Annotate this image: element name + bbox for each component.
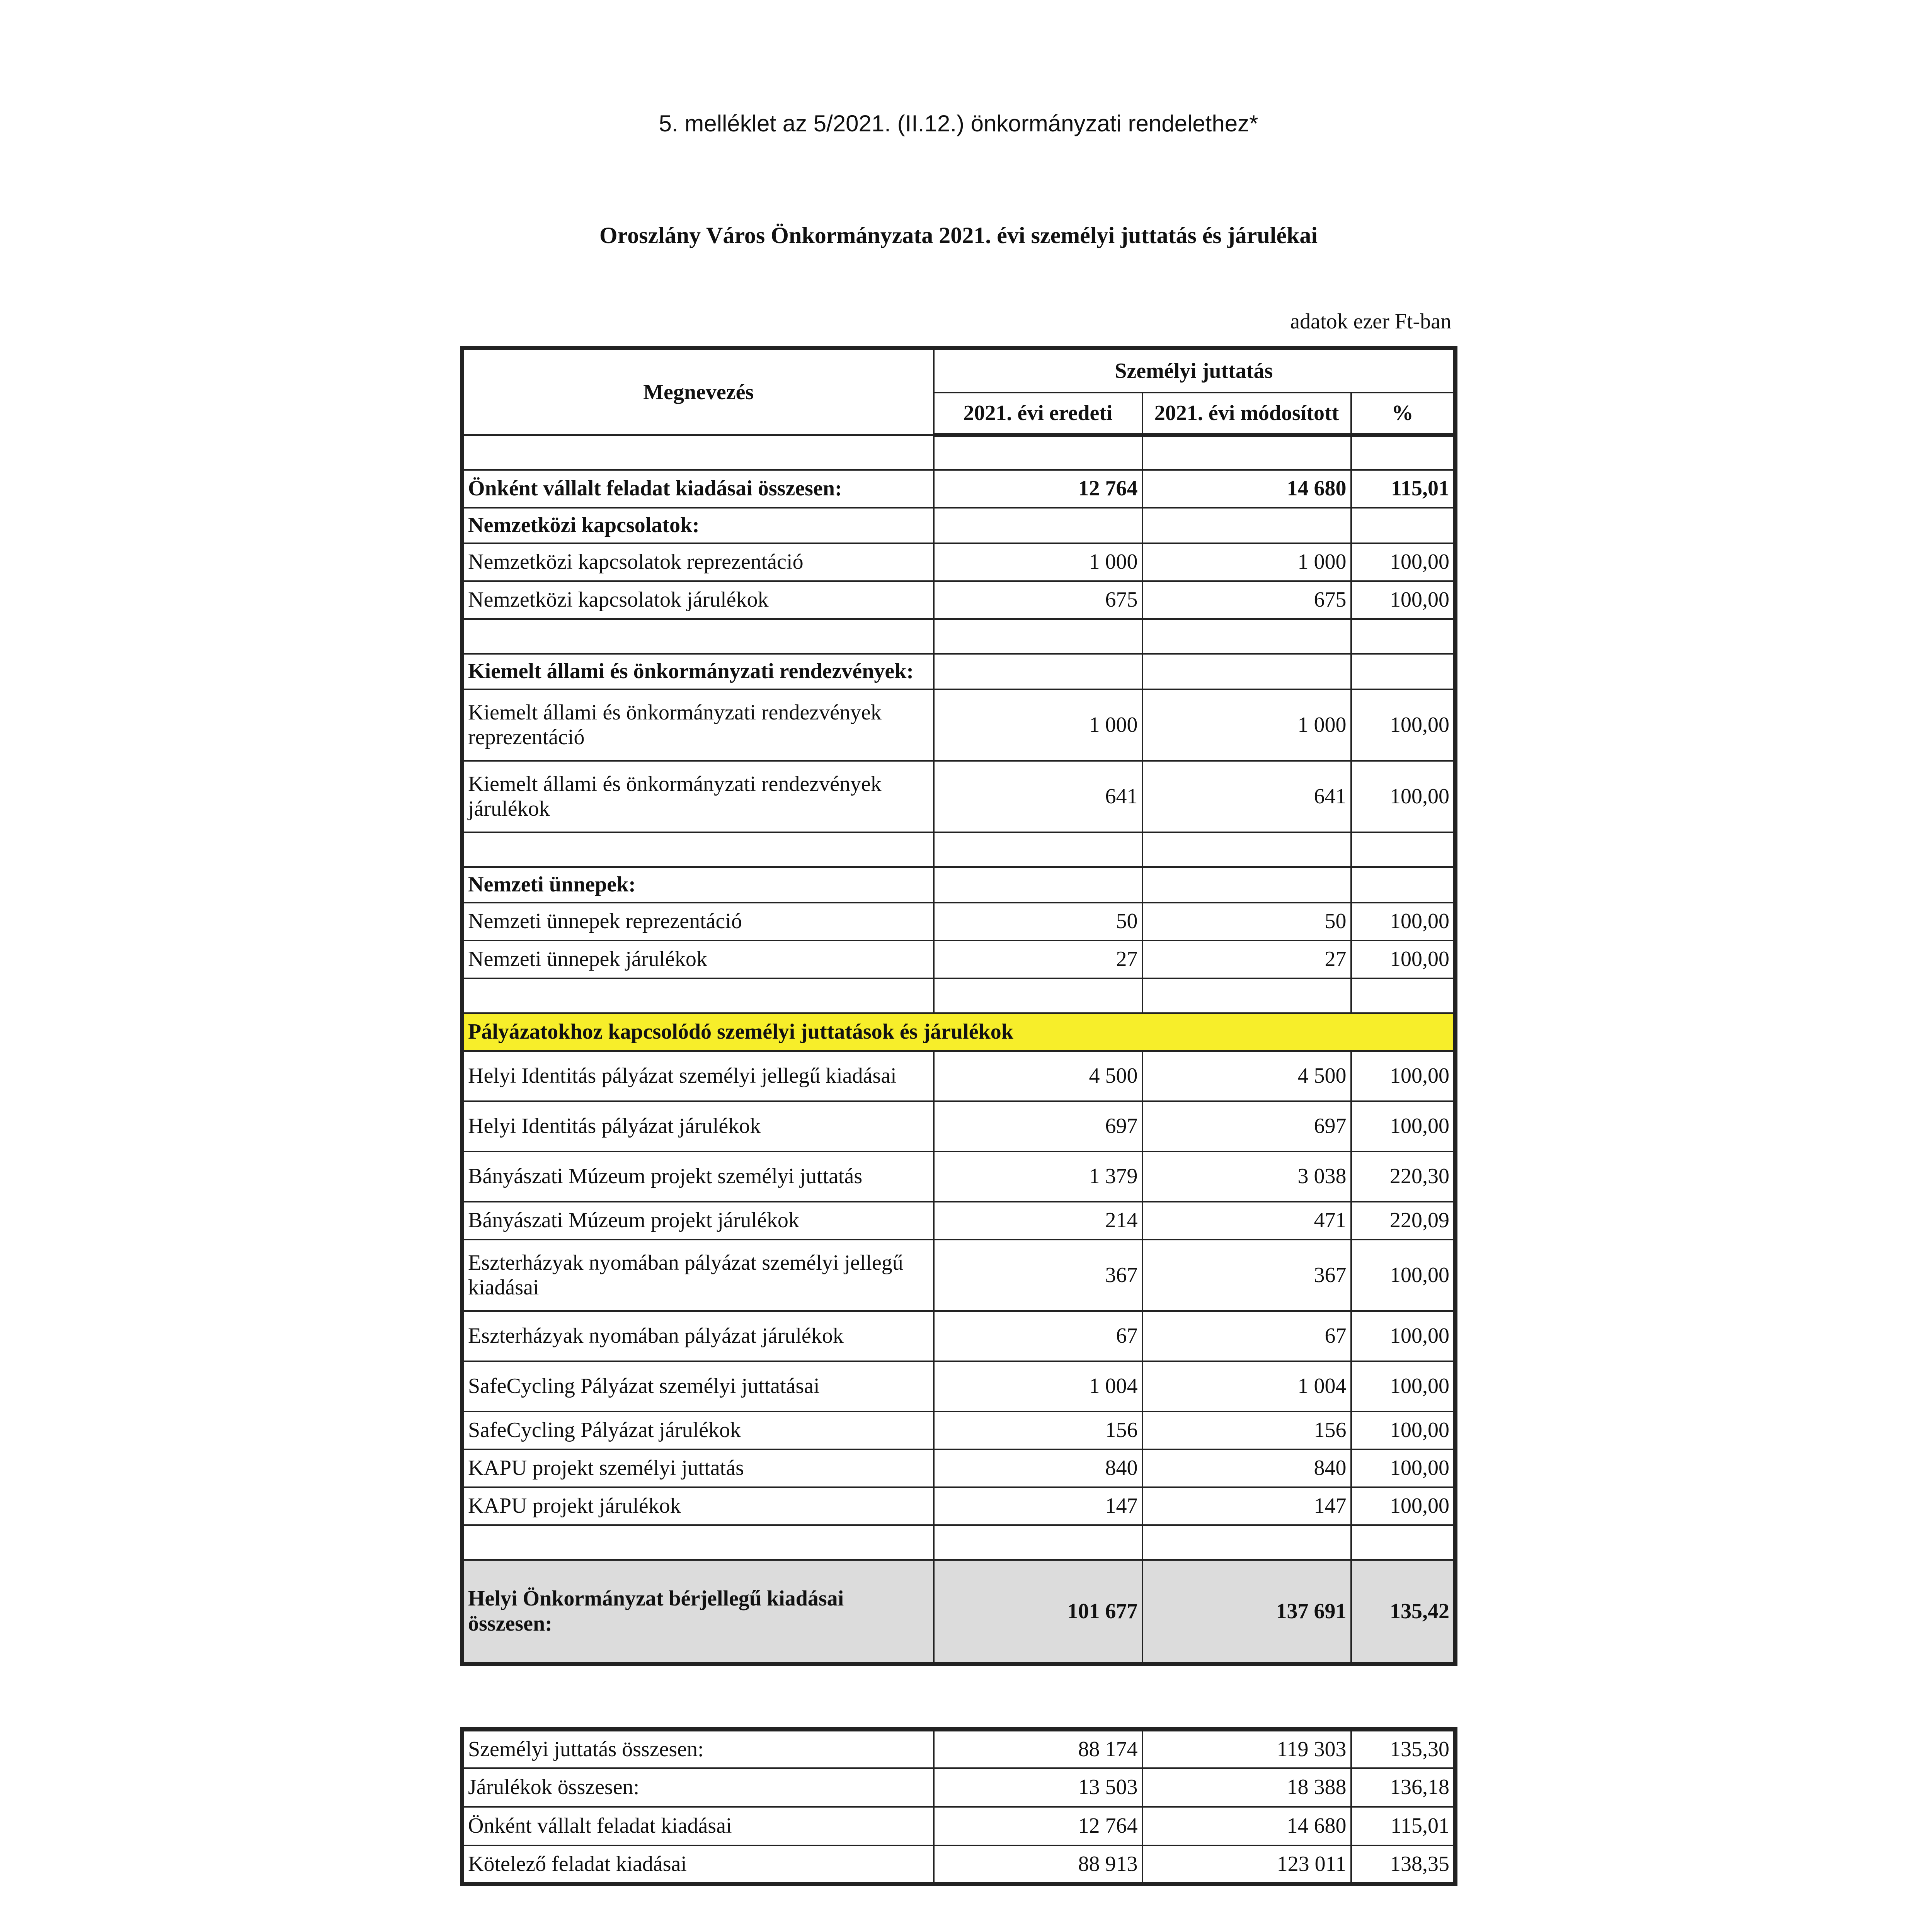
cell-percent: 100,00 bbox=[1351, 1311, 1456, 1361]
cell-original: 12 764 bbox=[934, 470, 1142, 508]
summary-body bbox=[462, 1730, 1456, 1884]
section-header-row bbox=[462, 654, 1456, 689]
cell-modified bbox=[1142, 978, 1351, 1013]
table-row bbox=[462, 581, 1456, 619]
table-row bbox=[462, 761, 1456, 832]
cell-original: 67 bbox=[934, 1311, 1142, 1361]
unit-note: adatok ezer Ft-ban bbox=[1290, 310, 1451, 333]
cell-original: 4 500 bbox=[934, 1051, 1142, 1101]
cell-original bbox=[934, 435, 1142, 470]
cell-original: 641 bbox=[934, 761, 1142, 832]
cell-modified: 4 500 bbox=[1142, 1051, 1351, 1101]
cell-label: Eszterházyak nyomában pályázat járulékok bbox=[462, 1311, 934, 1361]
cell-modified bbox=[1142, 435, 1351, 470]
table-row bbox=[462, 1202, 1456, 1240]
column-header-name: Megnevezés bbox=[462, 348, 934, 435]
cell-original: 27 bbox=[934, 940, 1142, 978]
cell-label bbox=[462, 619, 934, 654]
cell-label: Kiemelt állami és önkormányzati rendezvények: bbox=[462, 654, 934, 689]
summary-label: Személyi juttatás összesen: bbox=[462, 1730, 934, 1768]
cell-percent: 100,00 bbox=[1351, 1412, 1456, 1449]
cell-modified bbox=[1142, 832, 1351, 867]
cell-modified: 471 bbox=[1142, 1202, 1351, 1240]
cell-percent: 100,00 bbox=[1351, 1051, 1456, 1101]
table-row bbox=[462, 940, 1456, 978]
table-body bbox=[462, 435, 1456, 1560]
cell-label: SafeCycling Pályázat járulékok bbox=[462, 1412, 934, 1449]
cell-original: 147 bbox=[934, 1487, 1142, 1525]
summary-original: 88 174 bbox=[934, 1730, 1142, 1768]
cell-original: 156 bbox=[934, 1412, 1142, 1449]
cell-modified: 147 bbox=[1142, 1487, 1351, 1525]
cell-percent bbox=[1351, 1525, 1456, 1560]
table-spacer-row bbox=[462, 435, 1456, 470]
cell-percent bbox=[1351, 435, 1456, 470]
table-spacer-row bbox=[462, 619, 1456, 654]
cell-original bbox=[934, 1525, 1142, 1560]
total-percent: 135,42 bbox=[1351, 1560, 1456, 1664]
cell-label bbox=[462, 435, 934, 470]
table-row bbox=[462, 1449, 1456, 1487]
table-row bbox=[462, 543, 1456, 581]
cell-label bbox=[462, 1525, 934, 1560]
personnel-expense-table bbox=[460, 346, 1457, 1666]
cell-label: Helyi Identitás pályázat személyi jellegű kiadásai bbox=[462, 1051, 934, 1101]
cell-percent: 100,00 bbox=[1351, 761, 1456, 832]
table-row bbox=[462, 1361, 1456, 1412]
cell-label bbox=[462, 978, 934, 1013]
cell-label: Nemzeti ünnepek reprezentáció bbox=[462, 903, 934, 940]
summary-percent: 135,30 bbox=[1351, 1730, 1456, 1768]
cell-modified: 840 bbox=[1142, 1449, 1351, 1487]
cell-original: 50 bbox=[934, 903, 1142, 940]
cell-modified: 1 000 bbox=[1142, 543, 1351, 581]
cell-percent: 100,00 bbox=[1351, 543, 1456, 581]
column-header-original: 2021. évi eredeti bbox=[934, 393, 1142, 435]
cell-modified: 641 bbox=[1142, 761, 1351, 832]
cell-original: 367 bbox=[934, 1240, 1142, 1311]
cell-percent: 100,00 bbox=[1351, 1487, 1456, 1525]
cell-percent: 220,30 bbox=[1351, 1151, 1456, 1202]
cell-original: 1 000 bbox=[934, 689, 1142, 761]
cell-label: KAPU projekt járulékok bbox=[462, 1487, 934, 1525]
cell-modified: 27 bbox=[1142, 940, 1351, 978]
table-spacer-row bbox=[462, 832, 1456, 867]
cell-label bbox=[462, 832, 934, 867]
table-row bbox=[462, 1412, 1456, 1449]
cell-modified bbox=[1142, 619, 1351, 654]
summary-row bbox=[462, 1768, 1456, 1807]
summary-original: 12 764 bbox=[934, 1807, 1142, 1845]
cell-percent bbox=[1351, 867, 1456, 903]
total-label: Helyi Önkormányzat bérjellegű kiadásai összesen: bbox=[462, 1560, 934, 1664]
summary-table bbox=[460, 1727, 1457, 1886]
cell-percent: 220,09 bbox=[1351, 1202, 1456, 1240]
cell-modified: 1 000 bbox=[1142, 689, 1351, 761]
cell-modified bbox=[1142, 867, 1351, 903]
document-title: Oroszlány Város Önkormányzata 2021. évi személyi juttatás és járulékai bbox=[599, 223, 1318, 248]
cell-modified bbox=[1142, 508, 1351, 543]
cell-label: Nemzetközi kapcsolatok reprezentáció bbox=[462, 543, 934, 581]
cell-label: Helyi Identitás pályázat járulékok bbox=[462, 1101, 934, 1151]
cell-modified: 367 bbox=[1142, 1240, 1351, 1311]
summary-modified: 14 680 bbox=[1142, 1807, 1351, 1845]
total-modified: 137 691 bbox=[1142, 1560, 1351, 1664]
cell-percent: 100,00 bbox=[1351, 581, 1456, 619]
cell-percent: 100,00 bbox=[1351, 1101, 1456, 1151]
table-row bbox=[462, 1013, 1456, 1051]
cell-original bbox=[934, 832, 1142, 867]
table-row bbox=[462, 1240, 1456, 1311]
cell-modified: 3 038 bbox=[1142, 1151, 1351, 1202]
summary-label: Járulékok összesen: bbox=[462, 1768, 934, 1807]
summary-row bbox=[462, 1845, 1456, 1884]
cell-original: 675 bbox=[934, 581, 1142, 619]
cell-percent: 100,00 bbox=[1351, 940, 1456, 978]
cell-original bbox=[934, 619, 1142, 654]
table-spacer-row bbox=[462, 1525, 1456, 1560]
table-row bbox=[462, 903, 1456, 940]
cell-percent: 100,00 bbox=[1351, 1361, 1456, 1412]
column-header-group: Személyi juttatás bbox=[934, 348, 1456, 393]
summary-percent: 136,18 bbox=[1351, 1768, 1456, 1807]
cell-original: 840 bbox=[934, 1449, 1142, 1487]
summary-label: Kötelező feladat kiadásai bbox=[462, 1845, 934, 1884]
cell-original bbox=[934, 508, 1142, 543]
cell-label: Kiemelt állami és önkormányzati rendezvények járulékok bbox=[462, 761, 934, 832]
cell-modified: 67 bbox=[1142, 1311, 1351, 1361]
summary-modified: 119 303 bbox=[1142, 1730, 1351, 1768]
cell-percent: 100,00 bbox=[1351, 903, 1456, 940]
cell-modified bbox=[1142, 654, 1351, 689]
cell-percent: 100,00 bbox=[1351, 1449, 1456, 1487]
cell-percent bbox=[1351, 832, 1456, 867]
table-row bbox=[462, 1311, 1456, 1361]
cell-percent: 100,00 bbox=[1351, 689, 1456, 761]
cell-original: 214 bbox=[934, 1202, 1142, 1240]
cell-original: 1 004 bbox=[934, 1361, 1142, 1412]
section-header-label: Pályázatokhoz kapcsolódó személyi juttatások és járulékok bbox=[462, 1013, 1456, 1051]
cell-label: Nemzetközi kapcsolatok járulékok bbox=[462, 581, 934, 619]
summary-percent: 115,01 bbox=[1351, 1807, 1456, 1845]
document-header: 5. melléklet az 5/2021. (II.12.) önkormányzati rendelethez* bbox=[659, 111, 1258, 136]
column-header-percent: % bbox=[1351, 393, 1456, 435]
table-row bbox=[462, 1151, 1456, 1202]
cell-modified: 1 004 bbox=[1142, 1361, 1351, 1412]
summary-original: 13 503 bbox=[934, 1768, 1142, 1807]
cell-modified: 14 680 bbox=[1142, 470, 1351, 508]
summary-label: Önként vállalt feladat kiadásai bbox=[462, 1807, 934, 1845]
cell-modified: 675 bbox=[1142, 581, 1351, 619]
cell-percent bbox=[1351, 978, 1456, 1013]
summary-original: 88 913 bbox=[934, 1845, 1142, 1884]
column-header-modified: 2021. évi módosított bbox=[1142, 393, 1351, 435]
summary-modified: 18 388 bbox=[1142, 1768, 1351, 1807]
cell-label: Kiemelt állami és önkormányzati rendezvények reprezentáció bbox=[462, 689, 934, 761]
summary-row bbox=[462, 1807, 1456, 1845]
cell-percent bbox=[1351, 508, 1456, 543]
summary-row bbox=[462, 1730, 1456, 1768]
cell-label: KAPU projekt személyi juttatás bbox=[462, 1449, 934, 1487]
cell-modified: 697 bbox=[1142, 1101, 1351, 1151]
cell-percent bbox=[1351, 619, 1456, 654]
cell-label: Bányászati Múzeum projekt személyi juttatás bbox=[462, 1151, 934, 1202]
cell-original bbox=[934, 978, 1142, 1013]
cell-modified bbox=[1142, 1525, 1351, 1560]
summary-percent: 138,35 bbox=[1351, 1845, 1456, 1884]
cell-percent bbox=[1351, 654, 1456, 689]
cell-modified: 50 bbox=[1142, 903, 1351, 940]
cell-label: Nemzeti ünnepek: bbox=[462, 867, 934, 903]
table-row bbox=[462, 1487, 1456, 1525]
section-header-row bbox=[462, 508, 1456, 543]
cell-label: Önként vállalt feladat kiadásai összesen: bbox=[462, 470, 934, 508]
cell-original: 1 000 bbox=[934, 543, 1142, 581]
cell-label: Nemzetközi kapcsolatok: bbox=[462, 508, 934, 543]
cell-modified: 156 bbox=[1142, 1412, 1351, 1449]
table-row bbox=[462, 1101, 1456, 1151]
total-original: 101 677 bbox=[934, 1560, 1142, 1664]
cell-original bbox=[934, 654, 1142, 689]
cell-label: Nemzeti ünnepek járulékok bbox=[462, 940, 934, 978]
cell-label: Bányászati Múzeum projekt járulékok bbox=[462, 1202, 934, 1240]
cell-percent: 100,00 bbox=[1351, 1240, 1456, 1311]
cell-percent: 115,01 bbox=[1351, 470, 1456, 508]
cell-label: SafeCycling Pályázat személyi juttatásai bbox=[462, 1361, 934, 1412]
table-row bbox=[462, 689, 1456, 761]
total-row bbox=[462, 1560, 1456, 1664]
section-header-row bbox=[462, 867, 1456, 903]
table-row bbox=[462, 470, 1456, 508]
cell-original bbox=[934, 867, 1142, 903]
cell-original: 1 379 bbox=[934, 1151, 1142, 1202]
cell-original: 697 bbox=[934, 1101, 1142, 1151]
table-row bbox=[462, 1051, 1456, 1101]
summary-modified: 123 011 bbox=[1142, 1845, 1351, 1884]
table-spacer-row bbox=[462, 978, 1456, 1013]
cell-label: Eszterházyak nyomában pályázat személyi jellegű kiadásai bbox=[462, 1240, 934, 1311]
